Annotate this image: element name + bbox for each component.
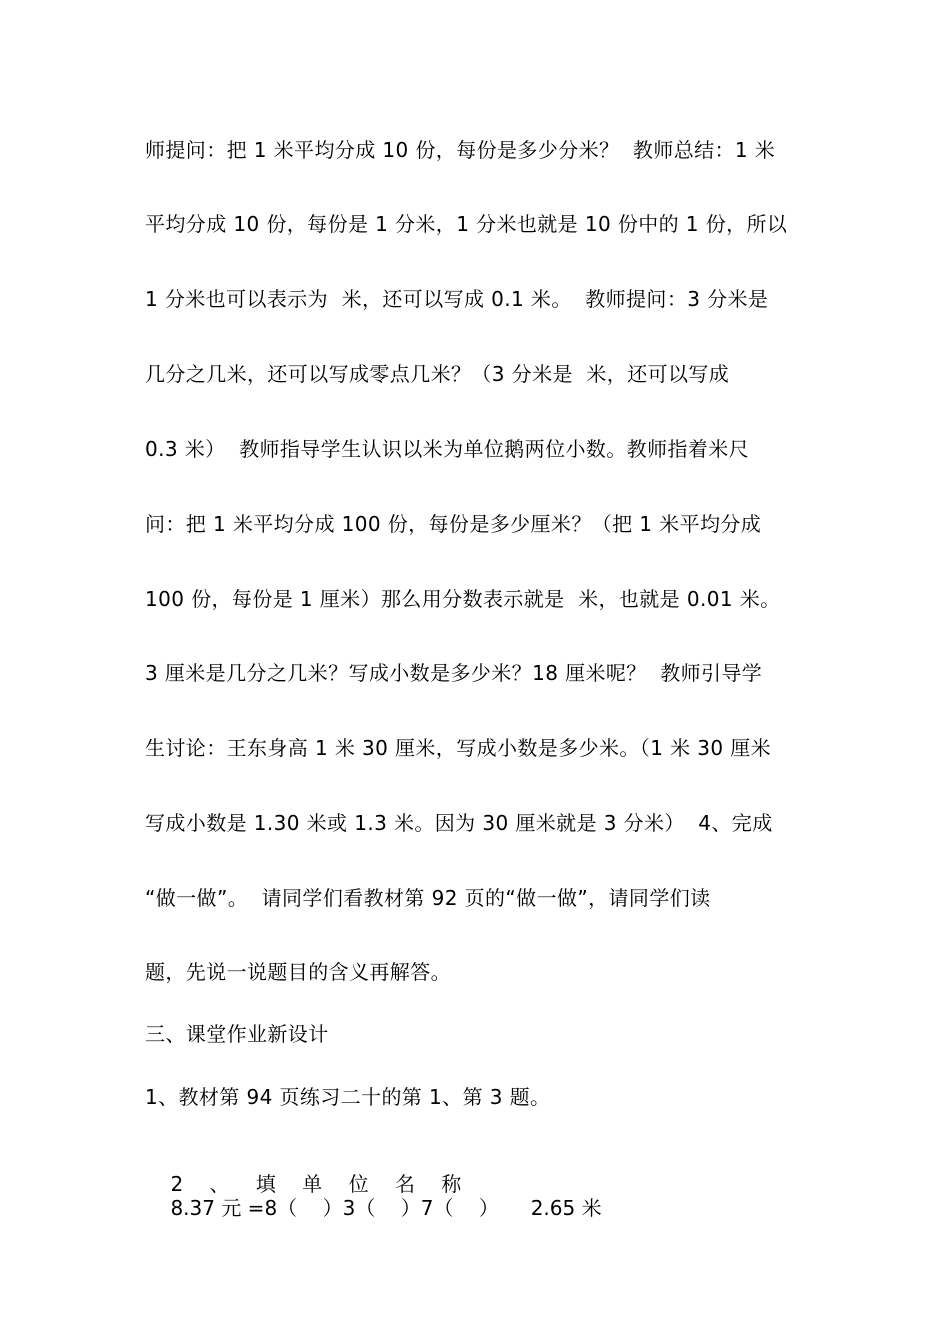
paragraph-line: 平均分成 10 份，每份是 1 分米，1 分米也就是 10 份中的 1 份，所以 <box>145 212 788 236</box>
paragraph-line: 写成小数是 1.30 米或 1.3 米。因为 30 厘米就是 3 分米） 4、完成 <box>145 811 773 835</box>
exercise-item-1: 1、教材第 94 页练习二十的第 1、第 3 题。 <box>145 1085 551 1109</box>
paragraph-line: 几分之几米，还可以写成零点几米？（3 分米是 米，还可以写成 <box>145 362 730 386</box>
paragraph-line: 1 分米也可以表示为 米，还可以写成 0.1 米。 教师提问：3 分米是 <box>145 287 769 311</box>
paragraph-line: 题，先说一说题目的含义再解答。 <box>145 960 451 984</box>
exercise-item-2 <box>145 1148 602 1244</box>
section-heading: 三、课堂作业新设计 <box>145 1022 329 1046</box>
paragraph-line: 问：把 1 米平均分成 100 份，每份是多少厘米？（把 1 米平均分成 <box>145 512 762 536</box>
exercise-2-label: 2 、 填 单 位 名 称 <box>170 1172 472 1196</box>
paragraph-line: 生讨论：王东身高 1 米 30 厘米，写成小数是多少米。（1 米 30 厘米 <box>145 736 772 760</box>
paragraph-line: 100 份，每份是 1 厘米）那么用分数表示就是 米，也就是 0.01 米。 <box>145 587 781 611</box>
paragraph-line: 0.3 米） 教师指导学生认识以米为单位鹅两位小数。教师指着米尺 <box>145 437 750 461</box>
paragraph-line: 3 厘米是几分之几米？写成小数是多少米？18 厘米呢？ 教师引导学 <box>145 661 763 685</box>
paragraph-line: “做一做”。 请同学们看教材第 92 页的“做一做”，请同学们读 <box>145 886 711 910</box>
exercise-2-content: 8.37 元 =8（ ）3（ ）7（ ） 2.65 米 <box>170 1196 602 1220</box>
paragraph-line: 师提问：把 1 米平均分成 10 份，每份是多少分米？ 教师总结：1 米 <box>145 138 776 162</box>
